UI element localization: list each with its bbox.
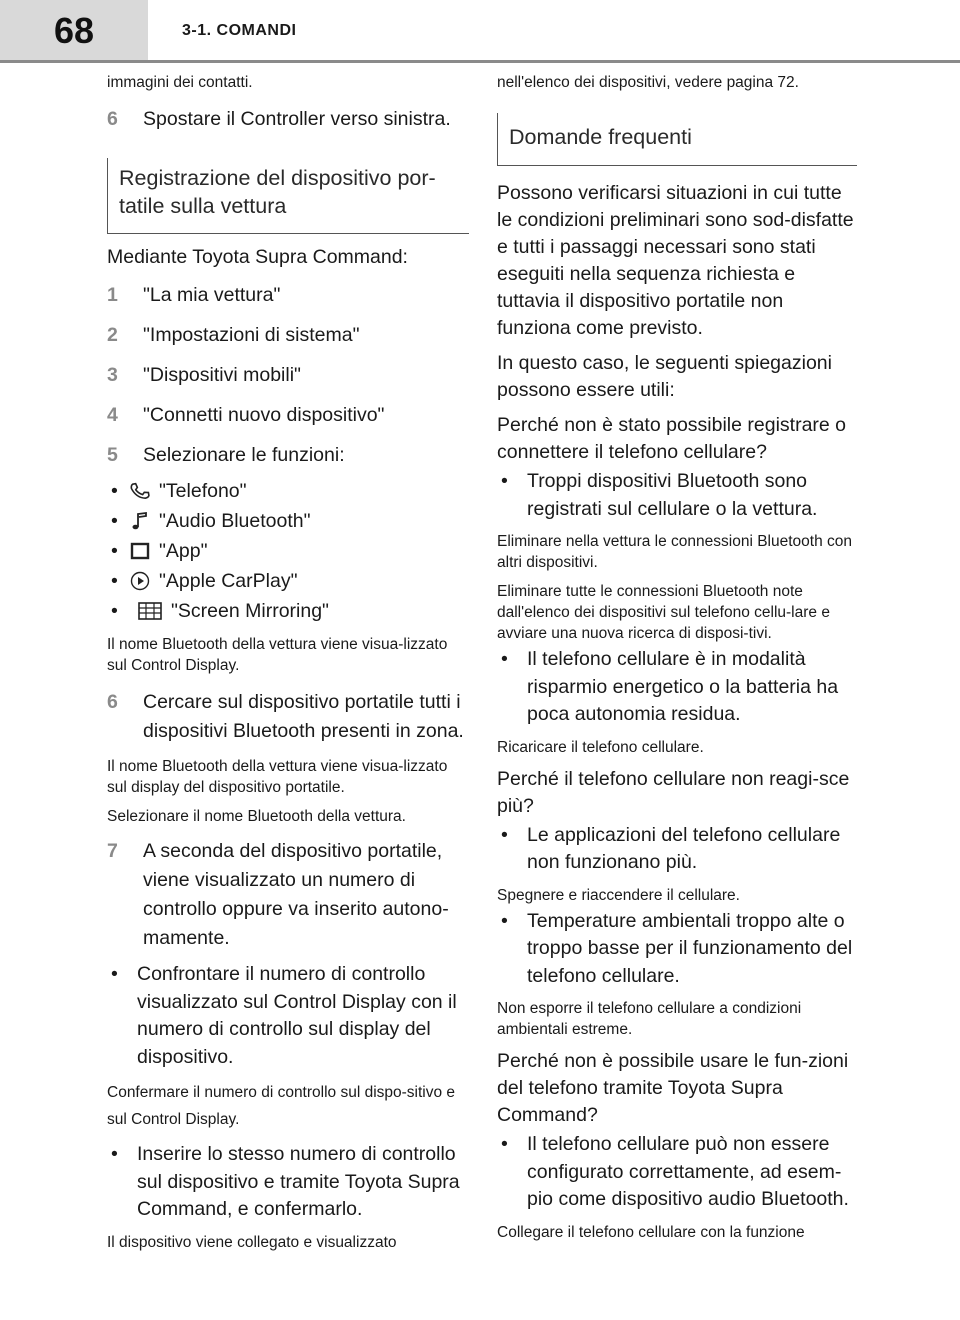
- left-column: [107, 72, 467, 1261]
- answer-too-many-devices: [497, 468, 857, 523]
- step-text: "Impostazioni di sistema": [143, 324, 360, 346]
- note-bluetooth-name-control-display: Il nome Bluetooth della vettura viene visua-lizzato sul Control Display.: [107, 636, 448, 674]
- answer-energy-saving: [497, 646, 857, 729]
- step-number: 6: [107, 691, 118, 713]
- bullet: •: [111, 1143, 118, 1165]
- step-1: [107, 281, 467, 310]
- play-circle-icon: [129, 570, 151, 592]
- intro-text: nell'elenco dei dispositivi, vedere pagina 72.: [497, 74, 799, 91]
- bullet: •: [111, 510, 118, 532]
- note-confirm-number: Confermare il numero di controllo sul dispo-sitivo e sul Control Display.: [107, 1084, 456, 1128]
- function-label: "Screen Mirroring": [171, 600, 329, 622]
- bullet: •: [111, 480, 118, 502]
- bullet-text: Il telefono cellulare può non essere configurato correttamente, ad esem-pio come dispositivo audio Bluetooth.: [527, 1133, 849, 1210]
- bullet: •: [501, 648, 508, 670]
- faq-explanations: In questo caso, le seguenti spiegazioni possono essere utili:: [497, 352, 832, 401]
- step-2: [107, 321, 467, 350]
- answer-not-configured: [497, 1131, 857, 1214]
- note-restart-phone: Spegnere e riaccendere il cellulare.: [497, 886, 740, 904]
- note-bluetooth-name-portable: Il nome Bluetooth della vettura viene visua-lizzato sul display del dispositivo portatile.: [107, 758, 448, 796]
- note-extreme-conditions: Non esporre il telefono cellulare a condizioni ambientali estreme.: [497, 1000, 802, 1038]
- note-delete-phone-connections: Eliminare tutte le connessioni Bluetooth note dall'elenco dei dispositivi sul telefono cellu-lare e avviare una nuova ricerca di disposi-tivi.: [497, 583, 830, 642]
- step-text: Selezionare le funzioni:: [143, 444, 345, 466]
- answer-temperature: [497, 908, 857, 991]
- bullet-text: Le applicazioni del telefono cellulare non funzionano più.: [527, 823, 841, 873]
- section-heading-faq: Domande frequenti: [497, 113, 857, 166]
- step-text: "Dispositivi mobili": [143, 364, 301, 386]
- step-3: [107, 361, 467, 390]
- music-note-icon: [129, 510, 151, 532]
- bullet: •: [501, 1133, 508, 1155]
- note-select-bluetooth-name: Selezionare il nome Bluetooth della vettura.: [107, 808, 406, 825]
- step-6-search-devices: [107, 688, 467, 746]
- function-apple-carplay: [107, 566, 467, 596]
- section-heading-registration: Registrazione del dispositivo por-tatile sulla vettura: [107, 158, 469, 234]
- phone-icon: [129, 480, 151, 502]
- step-4: [107, 401, 467, 430]
- bullet-text: Confrontare il numero di controllo visualizzato sul Control Display con il numero di controllo sul display del dispositivo.: [137, 963, 457, 1068]
- intro-text: immagini dei contatti.: [107, 74, 253, 91]
- question-register: Perché non è stato possibile registrare o connettere il telefono cellulare?: [497, 414, 847, 463]
- step-number: 5: [107, 444, 118, 466]
- bullet: •: [111, 963, 118, 985]
- right-column: [497, 72, 857, 1251]
- bullet: •: [501, 470, 508, 492]
- step-number: 7: [107, 840, 118, 862]
- page-number: 68: [0, 0, 148, 62]
- bullet-text: Il telefono cellulare è in modalità risparmio energetico o la batteria ha poca autonomia residua.: [527, 648, 839, 725]
- step-number: 1: [107, 284, 118, 306]
- faq-intro: Possono verificarsi situazioni in cui tutte le condizioni preliminari sono sod-disfatte e tutti i passaggi necessari sono stati eseguiti nella sequenza richiesta e tuttavia il dispositivo portatile non funziona come previsto.: [497, 182, 854, 339]
- function-audio-bluetooth: [107, 506, 467, 536]
- step-number: 4: [107, 404, 118, 426]
- answer-apps-not-working: [497, 822, 857, 877]
- step-5: [107, 441, 467, 470]
- bullet-text: Troppi dispositivi Bluetooth sono registrati sul cellulare o la vettura.: [527, 470, 818, 520]
- bullet-compare-number: [107, 961, 467, 1071]
- bullet: •: [111, 600, 118, 622]
- function-label: "Telefono": [159, 480, 247, 502]
- header-divider: [0, 60, 960, 63]
- bullet-enter-number: [107, 1141, 467, 1224]
- function-label: "Audio Bluetooth": [159, 510, 311, 532]
- app-square-icon: [129, 540, 151, 562]
- step-7: [107, 837, 467, 953]
- step-text: A seconda del dispositivo portatile, viene visualizzato un numero di controllo oppure va inserito autono-mamente.: [143, 840, 449, 949]
- question-functions-unavailable: Perché non è possibile usare le fun-zioni del telefono tramite Toyota Supra Command?: [497, 1050, 849, 1126]
- bullet: •: [501, 823, 508, 846]
- step-6-move-controller: [107, 105, 467, 134]
- bullet: •: [111, 570, 118, 592]
- function-telefono: [107, 476, 467, 506]
- note-delete-vehicle-connections: Eliminare nella vettura le connessioni Bluetooth con altri dispositivi.: [497, 533, 852, 571]
- step-text: Cercare sul dispositivo portatile tutti i dispositivi Bluetooth presenti in zona.: [143, 691, 464, 742]
- step-text: "La mia vettura": [143, 284, 281, 306]
- question-not-responding: Perché il telefono cellulare non reagi-sce più?: [497, 767, 850, 817]
- note-connect-phone: Collegare il telefono cellulare con la funzione: [497, 1223, 805, 1241]
- section-title: 3-1. COMANDI: [182, 22, 297, 39]
- note-recharge: Ricaricare il telefono cellulare.: [497, 738, 704, 756]
- bullet-text: Inserire lo stesso numero di controllo sul dispositivo e tramite Toyota Supra Command, e confermarlo.: [137, 1143, 460, 1220]
- bullet: •: [501, 909, 508, 932]
- step-number: 6: [107, 108, 118, 130]
- page-header: [0, 0, 960, 62]
- step-text: "Connetti nuovo dispositivo": [143, 404, 385, 426]
- function-app: [107, 536, 467, 566]
- note-device-connected: Il dispositivo viene collegato e visualizzato: [107, 1233, 397, 1251]
- bullet: •: [111, 540, 118, 562]
- function-label: "Apple CarPlay": [159, 570, 298, 592]
- via-command-text: Mediante Toyota Supra Command:: [107, 246, 408, 268]
- step-number: 3: [107, 364, 118, 386]
- function-label: "App": [159, 540, 208, 562]
- function-screen-mirroring: [107, 596, 467, 626]
- bullet-text: Temperature ambientali troppo alte o troppo basse per il funzionamento del telefono cellulare.: [527, 909, 853, 987]
- step-number: 2: [107, 324, 118, 346]
- screen-mirroring-icon: [137, 600, 163, 622]
- step-text: Spostare il Controller verso sinistra.: [143, 108, 451, 130]
